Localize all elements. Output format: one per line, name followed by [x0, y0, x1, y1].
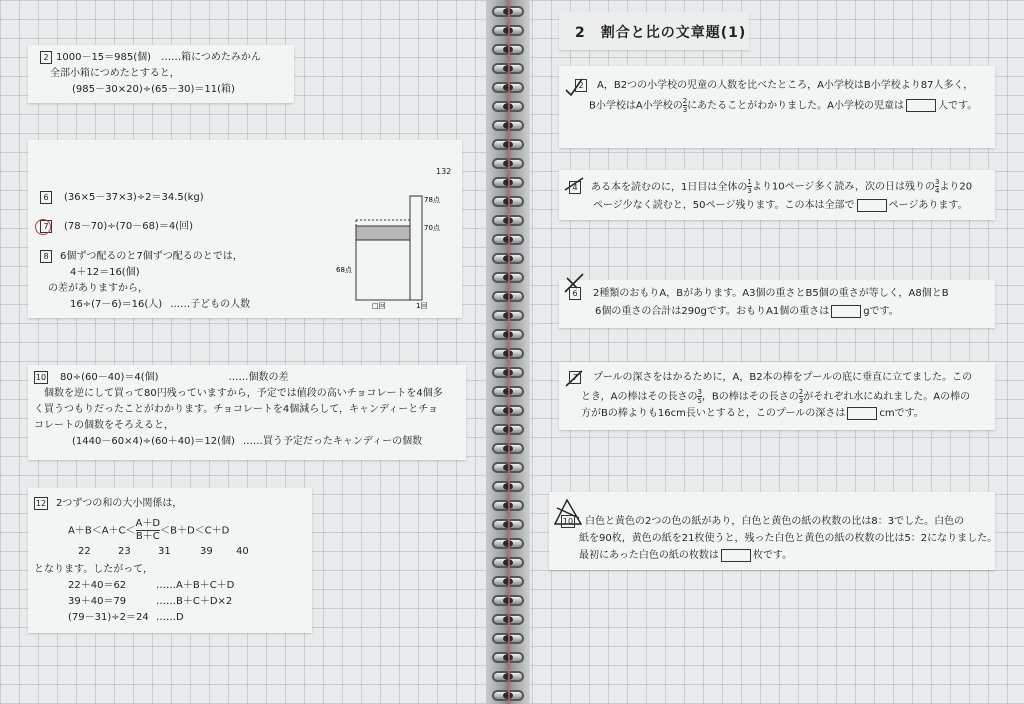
- fraction-numerator: 2: [798, 388, 804, 396]
- fraction-denominator: 5: [697, 397, 702, 405]
- problem-text: cmです。: [879, 408, 924, 419]
- problem-text: 6個の重さの合計は290gです。おもりA1個の重さは: [595, 306, 830, 317]
- problem-text: 最初にあった白色の紙の枚数は: [579, 550, 719, 561]
- answer-blank[interactable]: [831, 305, 861, 318]
- calc-line: (36×5－37×3)÷2＝34.5(kg): [64, 192, 204, 203]
- calc-note: ……子どもの人数: [170, 299, 251, 310]
- area-diagram: [336, 190, 456, 312]
- calc-line: 16÷(7－6)＝16(人): [70, 299, 163, 310]
- text-line: く買うつもりだったことがわかります。チョコレートを4個減らして，キャンディーとチョ: [34, 404, 438, 415]
- left-notebook-page: [0, 0, 488, 704]
- problem-slip-2: [559, 66, 995, 148]
- question-number: 6: [40, 191, 52, 204]
- calc-line: 22＋40＝62: [68, 580, 127, 591]
- question-number: 2: [40, 51, 52, 64]
- problem-text: 人です。: [938, 100, 978, 112]
- answer-slip-6-8: [28, 140, 462, 318]
- fraction-denominator: 3: [747, 187, 752, 195]
- problem-text: 白色と黄色の2つの色の紙があり，白色と黄色の紙の枚数の比は8：3でした。白色の: [585, 516, 965, 527]
- calc-line: 4＋12＝16(個): [70, 267, 140, 278]
- value-3: 39: [200, 546, 213, 557]
- red-circle-mark: [35, 219, 51, 235]
- text-line: 6個ずつ配るのと7個ずつ配るのとでは，: [60, 251, 243, 262]
- problem-slip-7: [559, 362, 995, 430]
- calc-line: 39＋40＝79: [68, 596, 127, 607]
- value-4: 40: [236, 546, 249, 557]
- problem-slip-10: [549, 492, 998, 570]
- fraction-denominator: 4: [934, 187, 940, 195]
- answer-slip-2: [28, 45, 294, 103]
- calc-line: 80÷(60－40)＝4(個): [60, 372, 159, 383]
- question-number: 4: [569, 181, 581, 194]
- problem-text: B小学校はA小学校の: [589, 100, 683, 112]
- problem-text: 枚です。: [752, 550, 793, 561]
- page-number: 132: [436, 167, 452, 176]
- problem-text: より10ページ多く読み，次の日は残りの: [751, 181, 935, 193]
- problem-text: 方がBの棒よりも16cm長いとすると，このプールの深さは: [581, 408, 846, 419]
- fraction-denominator: 3: [682, 106, 688, 114]
- problem-text: より20: [939, 181, 973, 193]
- margin-line: [508, 0, 510, 704]
- answer-blank[interactable]: [847, 407, 877, 420]
- label-one-count: 1回: [416, 302, 428, 310]
- value-2: 31: [158, 546, 171, 557]
- question-number: 10: [562, 517, 574, 526]
- label-78: 78点: [424, 196, 440, 204]
- question-number: 12: [35, 499, 47, 508]
- problem-text: ，Bの棒はその長さの: [701, 391, 799, 403]
- value-0: 22: [78, 546, 91, 557]
- calc-note: ……A＋B＋C＋D: [156, 580, 235, 591]
- value-1: 23: [118, 546, 131, 557]
- chapter-title-slip: [559, 12, 749, 50]
- label-box-count: □回: [372, 302, 386, 310]
- label-70: 70点: [424, 224, 440, 232]
- problem-text: プールの深さをはかるために，A，B2本の棒をプールの底に垂直に立てました。この: [593, 372, 973, 383]
- calc-line: (1440－60×4)÷(60＋40)＝12(個): [72, 436, 235, 447]
- calc-note: ……箱につめたみかん: [161, 52, 261, 63]
- question-number: 2: [575, 79, 587, 92]
- inequality-left: A＋B＜A＋C＜: [68, 525, 136, 537]
- problem-text: ページ少なく読むと，50ページ残ります。この本は全部で: [593, 200, 855, 211]
- problem-text: 紙を90枚，黄色の紙を21枚使うと，残った白色と黄色の紙の枚数の比は5：2になりました。: [579, 533, 998, 544]
- calc-line: (985－30×20)÷(65－30)＝11(箱): [72, 84, 235, 95]
- problem-text: ページあります。: [888, 200, 968, 211]
- text-line: 全部小箱につめたとすると，: [50, 68, 180, 79]
- calc-note: ……買う予定だったキャンディーの個数: [242, 436, 423, 447]
- fraction-denominator: 3: [798, 397, 804, 405]
- calc-line: (79－31)÷2＝24: [68, 612, 149, 623]
- question-number: 7: [569, 371, 581, 384]
- problem-text: 2種類のおもりA，Bがあります。A3個の重さとB5個の重さが等しく，A8個とB: [593, 288, 949, 299]
- label-68: 68点: [336, 266, 352, 274]
- text-line: の差がありますから，: [48, 283, 148, 294]
- text-line: となります。したがって，: [34, 564, 153, 575]
- text-line: コレートの個数をそろえると，: [34, 420, 174, 431]
- calc-line: (78－70)÷(70－68)＝4(回): [64, 221, 194, 232]
- fraction-numerator: 3: [934, 178, 940, 186]
- answer-blank[interactable]: [857, 199, 887, 212]
- fraction-numerator: 2: [682, 97, 688, 105]
- answer-blank[interactable]: [906, 99, 936, 112]
- calc-note: ……個数の差: [228, 372, 289, 383]
- question-number: 6: [569, 287, 581, 300]
- calc-line: 1000－15＝985(個): [56, 52, 152, 63]
- text-line: 個数を逆にして買って80円残っていますから，予定では値段の高いチョコレートを4個多: [44, 388, 443, 399]
- fraction-numerator: 3: [697, 388, 702, 396]
- text-line: 2つずつの和の大小関係は，: [56, 498, 183, 509]
- calc-note: ……B＋C＋D×2: [156, 596, 233, 607]
- problem-text: にあたることがわかりました。A小学校の児童は: [687, 100, 905, 112]
- problem-slip-6: [559, 280, 995, 328]
- problem-text: がそれぞれ水にぬれました。Aの棒の: [803, 391, 971, 403]
- fraction-numerator: 1: [747, 178, 752, 186]
- chapter-title: 2 割合と比の文章題(1): [575, 25, 747, 41]
- answer-slip-10: [28, 365, 466, 460]
- problem-slip-4: [559, 170, 995, 220]
- problem-text: ある本を読むのに，1日目は全体の: [591, 181, 748, 193]
- answer-slip-12: [28, 488, 312, 633]
- fraction-top: A＋D: [135, 518, 161, 529]
- fraction-bottom: B＋C: [135, 531, 160, 542]
- problem-text: A，B2つの小学校の児童の人数を比べたところ，A小学校はB小学校より87人多く，: [597, 80, 974, 91]
- inequality-right: ＜B＋D＜C＋D: [160, 525, 230, 537]
- question-number: 7: [40, 220, 52, 233]
- answer-blank[interactable]: [721, 549, 751, 562]
- calc-note: ……D: [156, 612, 184, 623]
- question-number: 8: [40, 250, 52, 263]
- problem-text: gです。: [863, 306, 899, 317]
- question-number: 10: [35, 373, 47, 382]
- problem-text: とき，Aの棒はその長さの: [581, 391, 698, 403]
